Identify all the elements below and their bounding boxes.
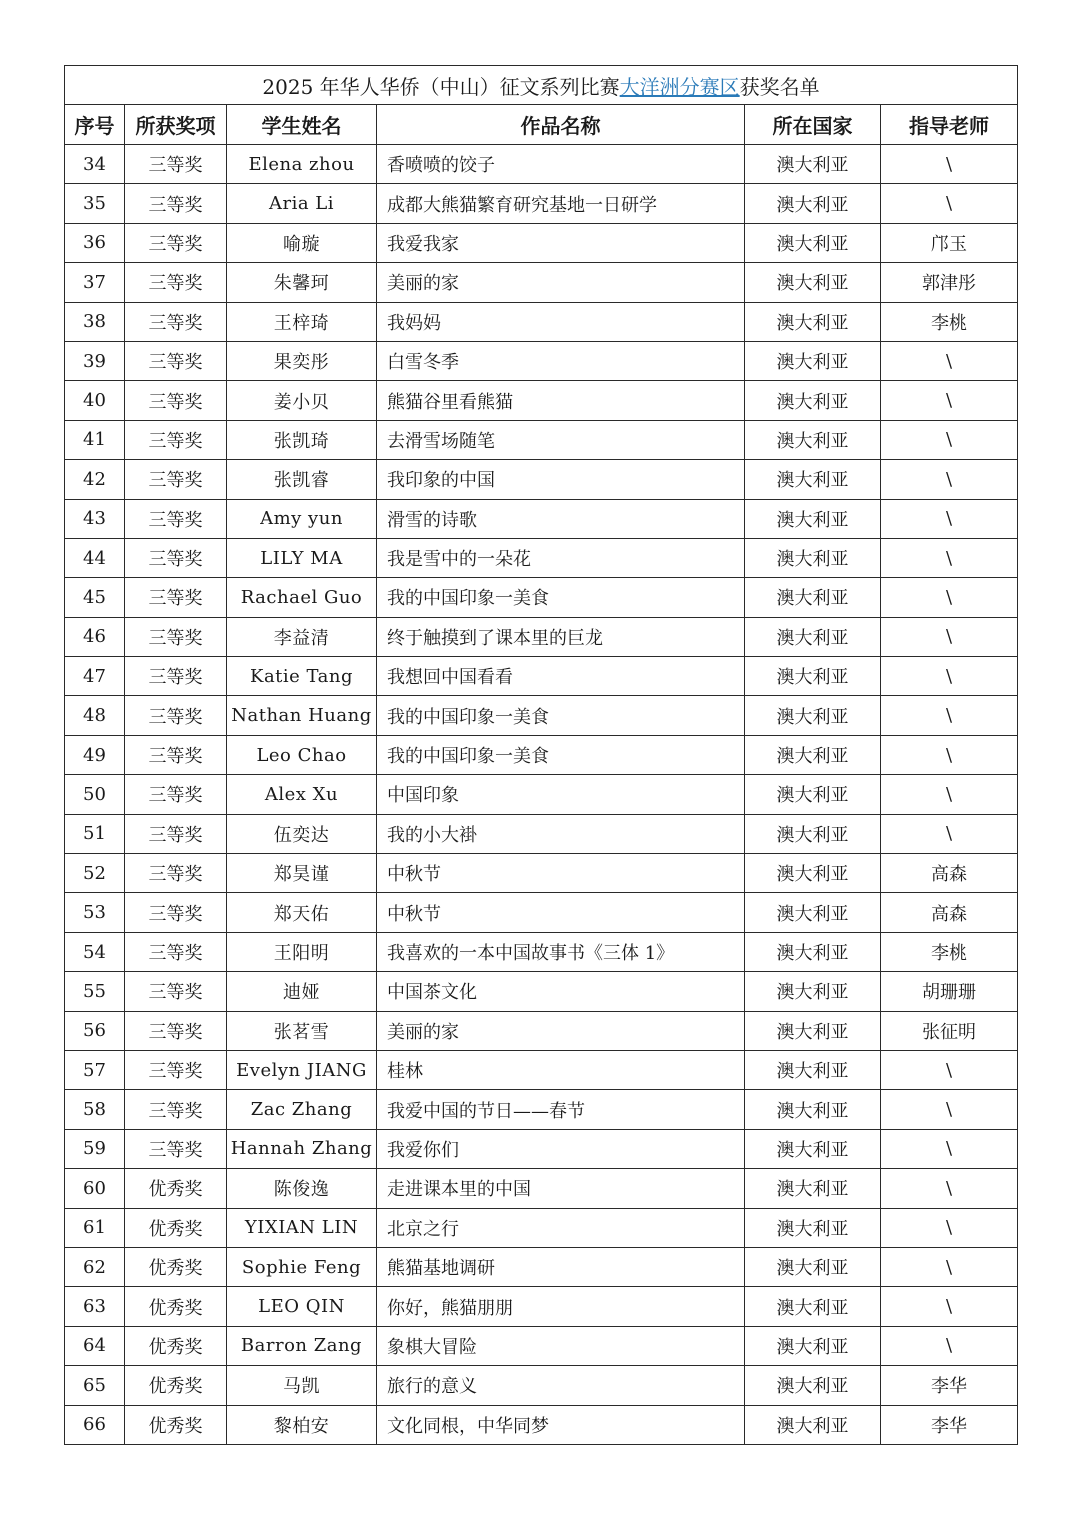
- row-number-cell: 49: [65, 735, 125, 774]
- teacher-cell: 李桃: [881, 932, 1018, 971]
- country-cell: 澳大利亚: [745, 460, 881, 499]
- award-cell: 三等奖: [125, 854, 227, 893]
- award-cell: 优秀奖: [125, 1247, 227, 1286]
- student-name-cell: Alex Xu: [227, 775, 377, 814]
- student-name-cell: 李益清: [227, 617, 377, 656]
- student-name-cell: 黎柏安: [227, 1405, 377, 1444]
- student-name-cell: Elena zhou: [227, 145, 377, 184]
- country-cell: 澳大利亚: [745, 775, 881, 814]
- table-row: [65, 341, 1018, 380]
- student-name-cell: Hannah Zhang: [227, 1129, 377, 1168]
- country-cell: 澳大利亚: [745, 184, 881, 223]
- table-row: [65, 1405, 1018, 1444]
- award-cell: 三等奖: [125, 538, 227, 577]
- teacher-cell: 胡珊珊: [881, 972, 1018, 1011]
- row-number-cell: 65: [65, 1366, 125, 1405]
- teacher-cell: 高森: [881, 893, 1018, 932]
- teacher-cell: 李华: [881, 1366, 1018, 1405]
- work-title-cell: 我的小大褂: [377, 814, 745, 853]
- row-number-cell: 44: [65, 538, 125, 577]
- row-number-cell: 46: [65, 617, 125, 656]
- work-title-cell: 我的中国印象一美食: [377, 696, 745, 735]
- country-cell: 澳大利亚: [745, 696, 881, 735]
- teacher-cell: \: [881, 775, 1018, 814]
- table-row: [65, 184, 1018, 223]
- work-title-cell: 中秋节: [377, 854, 745, 893]
- award-cell: 三等奖: [125, 657, 227, 696]
- teacher-cell: \: [881, 1287, 1018, 1326]
- work-title-cell: 文化同根，中华同梦: [377, 1405, 745, 1444]
- table-row: [65, 1326, 1018, 1365]
- teacher-cell: \: [881, 499, 1018, 538]
- award-cell: 优秀奖: [125, 1326, 227, 1365]
- teacher-cell: \: [881, 1169, 1018, 1208]
- student-name-cell: Katie Tang: [227, 657, 377, 696]
- student-name-cell: Sophie Feng: [227, 1247, 377, 1286]
- table-row: [65, 1050, 1018, 1089]
- row-number-cell: 37: [65, 263, 125, 302]
- table-row: [65, 814, 1018, 853]
- work-title-cell: 我印象的中国: [377, 460, 745, 499]
- award-cell: 优秀奖: [125, 1287, 227, 1326]
- country-cell: 澳大利亚: [745, 1129, 881, 1168]
- row-number-cell: 39: [65, 341, 125, 380]
- country-cell: 澳大利亚: [745, 972, 881, 1011]
- row-number-cell: 43: [65, 499, 125, 538]
- header-teacher: 指导老师: [881, 105, 1018, 145]
- award-cell: 三等奖: [125, 814, 227, 853]
- student-name-cell: 王阳明: [227, 932, 377, 971]
- teacher-cell: 高森: [881, 854, 1018, 893]
- work-title-cell: 旅行的意义: [377, 1366, 745, 1405]
- teacher-cell: 郭津彤: [881, 263, 1018, 302]
- country-cell: 澳大利亚: [745, 814, 881, 853]
- row-number-cell: 56: [65, 1011, 125, 1050]
- work-title-cell: 我想回中国看看: [377, 657, 745, 696]
- table-row: [65, 499, 1018, 538]
- country-cell: 澳大利亚: [745, 223, 881, 262]
- table-title: [65, 66, 1018, 105]
- student-name-cell: 陈俊逸: [227, 1169, 377, 1208]
- work-title-cell: 北京之行: [377, 1208, 745, 1247]
- country-cell: 澳大利亚: [745, 1050, 881, 1089]
- work-title-cell: 我爱我家: [377, 223, 745, 262]
- table-row: [65, 302, 1018, 341]
- teacher-cell: \: [881, 814, 1018, 853]
- work-title-cell: 美丽的家: [377, 1011, 745, 1050]
- row-number-cell: 40: [65, 381, 125, 420]
- table-row: [65, 223, 1018, 262]
- work-title-cell: 我是雪中的一朵花: [377, 538, 745, 577]
- teacher-cell: \: [881, 1090, 1018, 1129]
- award-cell: 三等奖: [125, 302, 227, 341]
- work-title-cell: 中国印象: [377, 775, 745, 814]
- row-number-cell: 66: [65, 1405, 125, 1444]
- award-cell: 优秀奖: [125, 1366, 227, 1405]
- table-row: [65, 578, 1018, 617]
- teacher-cell: \: [881, 617, 1018, 656]
- teacher-cell: 张征明: [881, 1011, 1018, 1050]
- table-row: [65, 893, 1018, 932]
- header-country: 所在国家: [745, 105, 881, 145]
- student-name-cell: 马凯: [227, 1366, 377, 1405]
- table-row: [65, 1011, 1018, 1050]
- work-title-cell: 我的中国印象一美食: [377, 735, 745, 774]
- award-cell: 三等奖: [125, 932, 227, 971]
- row-number-cell: 36: [65, 223, 125, 262]
- teacher-cell: \: [881, 1050, 1018, 1089]
- student-name-cell: Barron Zang: [227, 1326, 377, 1365]
- row-number-cell: 38: [65, 302, 125, 341]
- table-row: [65, 854, 1018, 893]
- row-number-cell: 54: [65, 932, 125, 971]
- student-name-cell: Leo Chao: [227, 735, 377, 774]
- table-row: [65, 420, 1018, 459]
- row-number-cell: 61: [65, 1208, 125, 1247]
- work-title-cell: 白雪冬季: [377, 341, 745, 380]
- table-row: [65, 696, 1018, 735]
- work-title-cell: 象棋大冒险: [377, 1326, 745, 1365]
- award-cell: 三等奖: [125, 420, 227, 459]
- work-title-cell: 香喷喷的饺子: [377, 145, 745, 184]
- award-cell: 三等奖: [125, 1129, 227, 1168]
- student-name-cell: Nathan Huang: [227, 696, 377, 735]
- student-name-cell: LILY MA: [227, 538, 377, 577]
- teacher-cell: \: [881, 420, 1018, 459]
- table-row: [65, 1208, 1018, 1247]
- table-row: [65, 1090, 1018, 1129]
- table-row: [65, 1366, 1018, 1405]
- header-student-name: 学生姓名: [227, 105, 377, 145]
- table-row: [65, 775, 1018, 814]
- row-number-cell: 59: [65, 1129, 125, 1168]
- award-cell: 三等奖: [125, 696, 227, 735]
- country-cell: 澳大利亚: [745, 1326, 881, 1365]
- award-cell: 三等奖: [125, 775, 227, 814]
- work-title-cell: 去滑雪场随笔: [377, 420, 745, 459]
- award-cell: 三等奖: [125, 184, 227, 223]
- teacher-cell: \: [881, 578, 1018, 617]
- header-work-title: 作品名称: [377, 105, 745, 145]
- country-cell: 澳大利亚: [745, 657, 881, 696]
- table-row: [65, 1247, 1018, 1286]
- student-name-cell: 张茗雪: [227, 1011, 377, 1050]
- country-cell: 澳大利亚: [745, 1011, 881, 1050]
- country-cell: 澳大利亚: [745, 302, 881, 341]
- student-name-cell: 郑昊谨: [227, 854, 377, 893]
- award-list-table: [64, 65, 1018, 1445]
- award-cell: 三等奖: [125, 145, 227, 184]
- row-number-cell: 47: [65, 657, 125, 696]
- country-cell: 澳大利亚: [745, 263, 881, 302]
- table-row: [65, 972, 1018, 1011]
- award-cell: 三等奖: [125, 263, 227, 302]
- country-cell: 澳大利亚: [745, 854, 881, 893]
- country-cell: 澳大利亚: [745, 1169, 881, 1208]
- award-cell: 三等奖: [125, 1090, 227, 1129]
- award-cell: 三等奖: [125, 578, 227, 617]
- country-cell: 澳大利亚: [745, 381, 881, 420]
- work-title-cell: 中国茶文化: [377, 972, 745, 1011]
- country-cell: 澳大利亚: [745, 499, 881, 538]
- award-cell: 三等奖: [125, 460, 227, 499]
- teacher-cell: 李桃: [881, 302, 1018, 341]
- country-cell: 澳大利亚: [745, 1247, 881, 1286]
- student-name-cell: Aria Li: [227, 184, 377, 223]
- work-title-cell: 我的中国印象一美食: [377, 578, 745, 617]
- award-cell: 优秀奖: [125, 1208, 227, 1247]
- row-number-cell: 58: [65, 1090, 125, 1129]
- work-title-cell: 走进课本里的中国: [377, 1169, 745, 1208]
- student-name-cell: LEO QIN: [227, 1287, 377, 1326]
- country-cell: 澳大利亚: [745, 1208, 881, 1247]
- row-number-cell: 42: [65, 460, 125, 499]
- row-number-cell: 35: [65, 184, 125, 223]
- country-cell: 澳大利亚: [745, 735, 881, 774]
- table-row: [65, 263, 1018, 302]
- student-name-cell: 伍奕达: [227, 814, 377, 853]
- country-cell: 澳大利亚: [745, 341, 881, 380]
- title-row: [65, 66, 1018, 105]
- student-name-cell: 果奕彤: [227, 341, 377, 380]
- work-title-cell: 中秋节: [377, 893, 745, 932]
- country-cell: 澳大利亚: [745, 1287, 881, 1326]
- award-cell: 优秀奖: [125, 1405, 227, 1444]
- teacher-cell: \: [881, 184, 1018, 223]
- country-cell: 澳大利亚: [745, 1090, 881, 1129]
- award-cell: 三等奖: [125, 223, 227, 262]
- table-body: [65, 145, 1018, 1445]
- row-number-cell: 63: [65, 1287, 125, 1326]
- header-number: 序号: [65, 105, 125, 145]
- row-number-cell: 64: [65, 1326, 125, 1365]
- teacher-cell: \: [881, 341, 1018, 380]
- student-name-cell: 喻璇: [227, 223, 377, 262]
- student-name-cell: Evelyn JIANG: [227, 1050, 377, 1089]
- award-cell: 三等奖: [125, 617, 227, 656]
- teacher-cell: \: [881, 696, 1018, 735]
- work-title-cell: 美丽的家: [377, 263, 745, 302]
- work-title-cell: 熊猫谷里看熊猫: [377, 381, 745, 420]
- table-row: [65, 932, 1018, 971]
- country-cell: 澳大利亚: [745, 932, 881, 971]
- row-number-cell: 34: [65, 145, 125, 184]
- work-title-cell: 滑雪的诗歌: [377, 499, 745, 538]
- work-title-cell: 我喜欢的一本中国故事书《三体 1》: [377, 932, 745, 971]
- work-title-cell: 桂林: [377, 1050, 745, 1089]
- student-name-cell: 张凯睿: [227, 460, 377, 499]
- row-number-cell: 53: [65, 893, 125, 932]
- title-prefix: 2025 年华人华侨（中山）征文系列比赛: [262, 74, 620, 99]
- student-name-cell: 张凯琦: [227, 420, 377, 459]
- country-cell: 澳大利亚: [745, 578, 881, 617]
- student-name-cell: 朱馨珂: [227, 263, 377, 302]
- award-cell: 优秀奖: [125, 1169, 227, 1208]
- row-number-cell: 62: [65, 1247, 125, 1286]
- teacher-cell: \: [881, 381, 1018, 420]
- student-name-cell: 王梓琦: [227, 302, 377, 341]
- student-name-cell: 姜小贝: [227, 381, 377, 420]
- header-row: [65, 105, 1018, 145]
- work-title-cell: 成都大熊猫繁育研究基地一日研学: [377, 184, 745, 223]
- work-title-cell: 我爱中国的节日——春节: [377, 1090, 745, 1129]
- student-name-cell: Zac Zhang: [227, 1090, 377, 1129]
- teacher-cell: \: [881, 1247, 1018, 1286]
- work-title-cell: 我爱你们: [377, 1129, 745, 1168]
- award-cell: 三等奖: [125, 1050, 227, 1089]
- award-cell: 三等奖: [125, 381, 227, 420]
- header-award: 所获奖项: [125, 105, 227, 145]
- row-number-cell: 57: [65, 1050, 125, 1089]
- country-cell: 澳大利亚: [745, 420, 881, 459]
- teacher-cell: \: [881, 460, 1018, 499]
- teacher-cell: \: [881, 1208, 1018, 1247]
- row-number-cell: 48: [65, 696, 125, 735]
- row-number-cell: 60: [65, 1169, 125, 1208]
- country-cell: 澳大利亚: [745, 145, 881, 184]
- award-cell: 三等奖: [125, 972, 227, 1011]
- student-name-cell: YIXIAN LIN: [227, 1208, 377, 1247]
- table-row: [65, 538, 1018, 577]
- row-number-cell: 50: [65, 775, 125, 814]
- table-row: [65, 1169, 1018, 1208]
- country-cell: 澳大利亚: [745, 893, 881, 932]
- teacher-cell: \: [881, 735, 1018, 774]
- row-number-cell: 55: [65, 972, 125, 1011]
- student-name-cell: 迪娅: [227, 972, 377, 1011]
- table-row: [65, 735, 1018, 774]
- award-cell: 三等奖: [125, 893, 227, 932]
- student-name-cell: Rachael Guo: [227, 578, 377, 617]
- student-name-cell: Amy yun: [227, 499, 377, 538]
- country-cell: 澳大利亚: [745, 1366, 881, 1405]
- table-row: [65, 145, 1018, 184]
- table-row: [65, 617, 1018, 656]
- student-name-cell: 郑天佑: [227, 893, 377, 932]
- teacher-cell: 邝玉: [881, 223, 1018, 262]
- award-cell: 三等奖: [125, 735, 227, 774]
- row-number-cell: 51: [65, 814, 125, 853]
- teacher-cell: \: [881, 145, 1018, 184]
- award-cell: 三等奖: [125, 1011, 227, 1050]
- table-row: [65, 381, 1018, 420]
- country-cell: 澳大利亚: [745, 617, 881, 656]
- table-row: [65, 460, 1018, 499]
- table-row: [65, 1129, 1018, 1168]
- teacher-cell: \: [881, 1326, 1018, 1365]
- country-cell: 澳大利亚: [745, 1405, 881, 1444]
- teacher-cell: \: [881, 538, 1018, 577]
- row-number-cell: 52: [65, 854, 125, 893]
- teacher-cell: \: [881, 657, 1018, 696]
- country-cell: 澳大利亚: [745, 538, 881, 577]
- row-number-cell: 45: [65, 578, 125, 617]
- award-cell: 三等奖: [125, 499, 227, 538]
- award-cell: 三等奖: [125, 341, 227, 380]
- table-row: [65, 1287, 1018, 1326]
- work-title-cell: 熊猫基地调研: [377, 1247, 745, 1286]
- work-title-cell: 终于触摸到了课本里的巨龙: [377, 617, 745, 656]
- teacher-cell: 李华: [881, 1405, 1018, 1444]
- title-region-link[interactable]: 大洋洲分赛区: [619, 74, 740, 99]
- table-row: [65, 657, 1018, 696]
- title-suffix: 获奖名单: [739, 74, 820, 99]
- work-title-cell: 你好，熊猫朋朋: [377, 1287, 745, 1326]
- teacher-cell: \: [881, 1129, 1018, 1168]
- work-title-cell: 我妈妈: [377, 302, 745, 341]
- row-number-cell: 41: [65, 420, 125, 459]
